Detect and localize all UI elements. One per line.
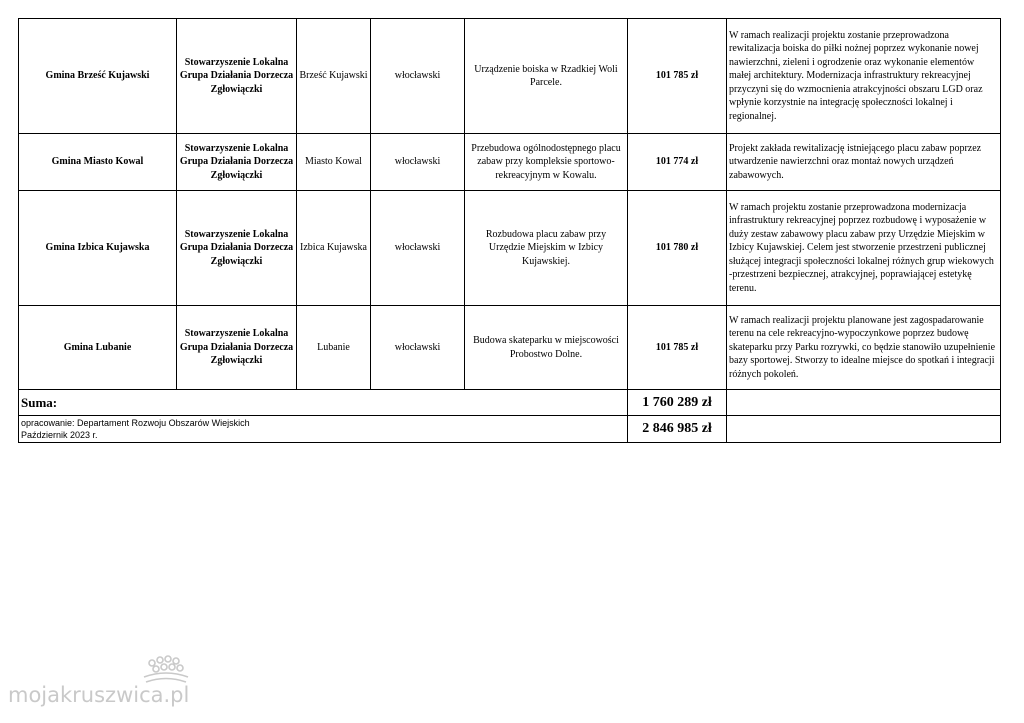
- date-line: Październik 2023 r.: [21, 430, 98, 440]
- county-cell: włocławski: [371, 134, 465, 191]
- description-cell: W ramach realizacji projektu planowane jest zagospadarowanie terenu na cele rekreacyjno-wypoczynkowe poprzez budowę skateparku przy Parku rozrywki, co będzie stanowiło uzupełnienie bazy sportowej. Stworzy to idealne miejsce do spotkań i integracji różnych pokoleń.: [727, 306, 1001, 390]
- amount-cell: 101 774 zł: [628, 134, 727, 191]
- empty-cell: [727, 416, 1001, 443]
- source-line: opracowanie: Departament Rozwoju Obszarów Wiejskich: [21, 418, 250, 428]
- footer-row: [19, 416, 1001, 443]
- county-cell: włocławski: [371, 191, 465, 306]
- description-cell: Projekt zakłada rewitalizację istniejącego placu zabaw poprzez utwardzenie nawierzchni oraz montaż nowych urządzeń zabawowych.: [727, 134, 1001, 191]
- table-row: [19, 19, 1001, 134]
- amount-cell: 101 785 zł: [628, 19, 727, 134]
- town-cell: Miasto Kowal: [297, 134, 371, 191]
- summary-value: 1 760 289 zł: [628, 390, 727, 416]
- county-cell: włocławski: [371, 306, 465, 390]
- gmina-cell: Gmina Izbica Kujawska: [19, 191, 177, 306]
- summary-row: [19, 390, 1001, 416]
- table-row: [19, 306, 1001, 390]
- amount-cell: 101 780 zł: [628, 191, 727, 306]
- description-cell: W ramach realizacji projektu zostanie przeprowadzona rewitalizacja boiska do piłki nożnej poprzez wykonanie nowej nawierzchni, zieleni i ogrodzenie oraz wykonanie elementów małej architektury. Modernizacja infrastruktury rekreacyjnej przyczyni się do wzmocnienia atrakcyjności obszaru LGD oraz wpłynie korzystnie na integrację społeczności lokalnej i regionalnej.: [727, 19, 1001, 134]
- amount-cell: 101 785 zł: [628, 306, 727, 390]
- lgd-cell: Stowarzyszenie Lokalna Grupa Działania Dorzecza Zgłowiączki: [177, 19, 297, 134]
- county-cell: włocławski: [371, 19, 465, 134]
- lgd-cell: Stowarzyszenie Lokalna Grupa Działania Dorzecza Zgłowiączki: [177, 306, 297, 390]
- table-row: [19, 191, 1001, 306]
- project-name-cell: Rozbudowa placu zabaw przy Urzędzie Miejskim w Izbicy Kujawskiej.: [465, 191, 628, 306]
- town-cell: Brześć Kujawski: [297, 19, 371, 134]
- total-value: 2 846 985 zł: [628, 416, 727, 443]
- project-name-cell: Urządzenie boiska w Rzadkiej Woli Parcele.: [465, 19, 628, 134]
- gmina-cell: Gmina Miasto Kowal: [19, 134, 177, 191]
- summary-label: Suma:: [19, 390, 628, 416]
- gmina-cell: Gmina Lubanie: [19, 306, 177, 390]
- project-name-cell: Budowa skateparku w miejscowości Probostwo Dolne.: [465, 306, 628, 390]
- empty-cell: [727, 390, 1001, 416]
- watermark: [8, 655, 208, 715]
- table-row: [19, 134, 1001, 191]
- lgd-cell: Stowarzyszenie Lokalna Grupa Działania Dorzecza Zgłowiączki: [177, 191, 297, 306]
- town-cell: Izbica Kujawska: [297, 191, 371, 306]
- project-name-cell: Przebudowa ogólnodostępnego placu zabaw przy kompleksie sportowo-rekreacyjnym w Kowalu.: [465, 134, 628, 191]
- source-note: [19, 416, 628, 443]
- lgd-cell: Stowarzyszenie Lokalna Grupa Działania Dorzecza Zgłowiączki: [177, 134, 297, 191]
- description-cell: W ramach projektu zostanie przeprowadzona modernizacja infrastruktury rekreacyjnej poprzez rozbudowę i wyposażenie w duży zestaw zabawowy placu zabaw przy Urzędzie Miejskim w Izbicy Kujawskiej. Celem jest stworzenie przestrzeni publicznej służącej integracji społeczności lokalnej różnych grup wiekowych -przestrzeni bezpiecznej, atrakcyjnej, poprawiającej estetykę terenu.: [727, 191, 1001, 306]
- watermark-text: mojakruszwica.pl: [8, 683, 190, 707]
- gmina-cell: Gmina Brześć Kujawski: [19, 19, 177, 134]
- town-cell: Lubanie: [297, 306, 371, 390]
- projects-table: [18, 18, 1001, 443]
